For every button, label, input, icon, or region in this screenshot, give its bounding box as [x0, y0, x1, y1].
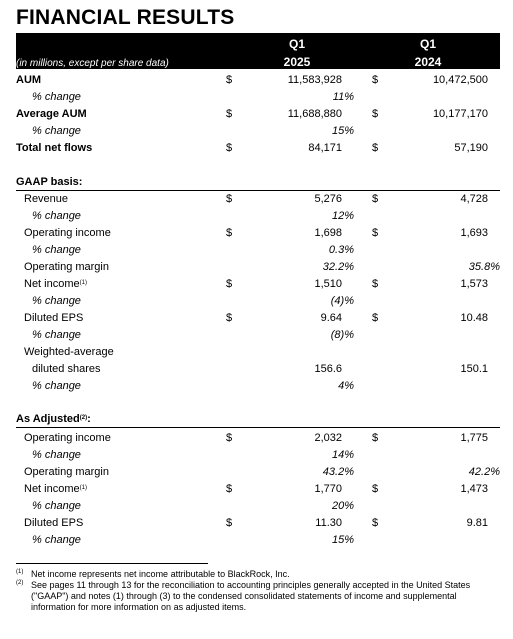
column-header-q1-2025: Q1 2025 [283, 37, 311, 69]
column-header-q1-2024: Q1 2024 [414, 37, 442, 69]
table-row [16, 106, 502, 122]
units-note: (in millions, except per share data) [16, 58, 169, 69]
currency-symbol: $ [372, 312, 379, 324]
currency-symbol: $ [226, 108, 233, 120]
footnote-ref: (1) [79, 280, 87, 286]
value-q1-2025: 84,171 [308, 142, 342, 154]
currency-symbol: $ [372, 142, 379, 154]
value-q1-2024: 1,775 [460, 432, 488, 444]
row-label: Operating margin [24, 466, 109, 478]
value-q1-2025: 11,583,928 [287, 74, 342, 86]
percent-change: 15% [331, 534, 354, 546]
currency-symbol: $ [226, 517, 233, 529]
percent-change: 11% [332, 91, 354, 103]
currency-symbol: $ [226, 142, 233, 154]
table-row [16, 242, 502, 258]
table-row [16, 259, 502, 275]
table-row [16, 89, 502, 105]
value-q1-2025: 11,688,880 [287, 108, 342, 120]
row-label: % change [32, 91, 81, 103]
row-label-group [24, 276, 87, 292]
value-q1-2024: 1,573 [460, 278, 488, 290]
value-q1-2025: 156.6 [314, 363, 342, 375]
table-row [16, 310, 502, 326]
footnote-divider [16, 563, 208, 564]
table-row [16, 481, 502, 497]
currency-symbol: $ [372, 432, 379, 444]
value-q1-2025: 1,770 [314, 483, 342, 495]
table-row [16, 123, 502, 139]
value-q1-2024: 4,728 [460, 193, 488, 205]
currency-symbol: $ [372, 108, 379, 120]
percent-change: 20% [331, 500, 354, 512]
value-q1-2024: 57,190 [454, 142, 488, 154]
percent-change: 15% [331, 125, 354, 137]
row-label: Net income [24, 278, 80, 290]
margin-q1-2024: 35.8% [468, 261, 500, 273]
percent-change: (8)% [330, 329, 354, 341]
table-row [16, 208, 502, 224]
value-q1-2025: 5,276 [314, 193, 342, 205]
value-q1-2024: 150.1 [460, 363, 488, 375]
table-row [16, 532, 502, 548]
currency-symbol: $ [372, 193, 379, 205]
table-row [16, 344, 502, 360]
table-row [16, 293, 502, 309]
value-q1-2024: 10,177,170 [432, 108, 488, 120]
row-label: % change [32, 295, 81, 307]
value-q1-2024: 1,693 [460, 227, 488, 239]
page-title: FINANCIAL RESULTS [16, 6, 235, 29]
table-row [16, 72, 502, 88]
row-label: % change [32, 380, 81, 392]
row-label: Total net flows [16, 142, 93, 154]
value-q1-2025: 11.30 [315, 517, 342, 529]
table-row [16, 515, 502, 531]
value-q1-2024: 10,472,500 [432, 74, 488, 86]
currency-symbol: $ [226, 278, 233, 290]
currency-symbol: $ [372, 227, 379, 239]
margin-q1-2025: 43.2% [322, 466, 354, 478]
table-row [16, 378, 502, 394]
value-q1-2025: 1,510 [314, 278, 342, 290]
row-label: % change [32, 210, 81, 222]
currency-symbol: $ [372, 483, 379, 495]
margin-q1-2024: 42.2% [468, 466, 500, 478]
row-label: Weighted-average [24, 346, 114, 358]
row-label: % change [32, 449, 81, 461]
percent-change: (4)% [330, 295, 354, 307]
percent-change: 0.3% [328, 244, 354, 256]
row-label: diluted shares [32, 363, 101, 375]
row-label: % change [32, 534, 81, 546]
value-q1-2025: 9.64 [320, 312, 342, 324]
row-label: % change [32, 329, 81, 341]
row-label: Diluted EPS [24, 517, 84, 529]
currency-symbol: $ [226, 193, 233, 205]
margin-q1-2025: 32.2% [322, 261, 354, 273]
table-row [16, 276, 502, 292]
row-label: Operating margin [24, 261, 109, 273]
value-q1-2024: 10.48 [460, 312, 488, 324]
currency-symbol: $ [372, 74, 379, 86]
table-row [16, 498, 502, 514]
currency-symbol: $ [226, 312, 233, 324]
currency-symbol: $ [226, 432, 233, 444]
row-label: Average AUM [16, 108, 87, 120]
footnote-ref: (1) [79, 485, 87, 491]
row-label: % change [32, 244, 81, 256]
percent-change: 14% [331, 449, 354, 461]
row-label-group [24, 481, 87, 497]
currency-symbol: $ [372, 278, 379, 290]
table-row [16, 430, 502, 446]
table-row [16, 225, 502, 241]
row-label: Diluted EPS [24, 312, 84, 324]
value-q1-2024: 1,473 [460, 483, 488, 495]
currency-symbol: $ [226, 227, 233, 239]
section-heading-as-adjusted: As Adjusted$^{(2)}$: [16, 411, 500, 428]
value-q1-2025: 1,698 [314, 227, 342, 239]
row-label: Net income [24, 483, 80, 495]
table-row [16, 361, 502, 377]
row-label: AUM [16, 74, 42, 86]
section-heading-gaap: GAAP basis: [16, 174, 500, 191]
percent-change: 4% [338, 380, 354, 392]
table-row [16, 191, 502, 207]
row-label: Revenue [24, 193, 69, 205]
table-row [16, 140, 502, 156]
value-q1-2024: 9.81 [466, 517, 488, 529]
row-label: Operating income [24, 227, 111, 239]
table-row [16, 464, 502, 480]
row-label: % change [32, 125, 81, 137]
value-q1-2025: 2,032 [314, 432, 342, 444]
currency-symbol: $ [226, 74, 233, 86]
currency-symbol: $ [372, 517, 379, 529]
row-label: Operating income [24, 432, 111, 444]
table-row [16, 447, 502, 463]
table-header [16, 33, 500, 69]
table-row [16, 327, 502, 343]
currency-symbol: $ [226, 483, 233, 495]
percent-change: 12% [331, 210, 354, 222]
row-label: % change [32, 500, 81, 512]
